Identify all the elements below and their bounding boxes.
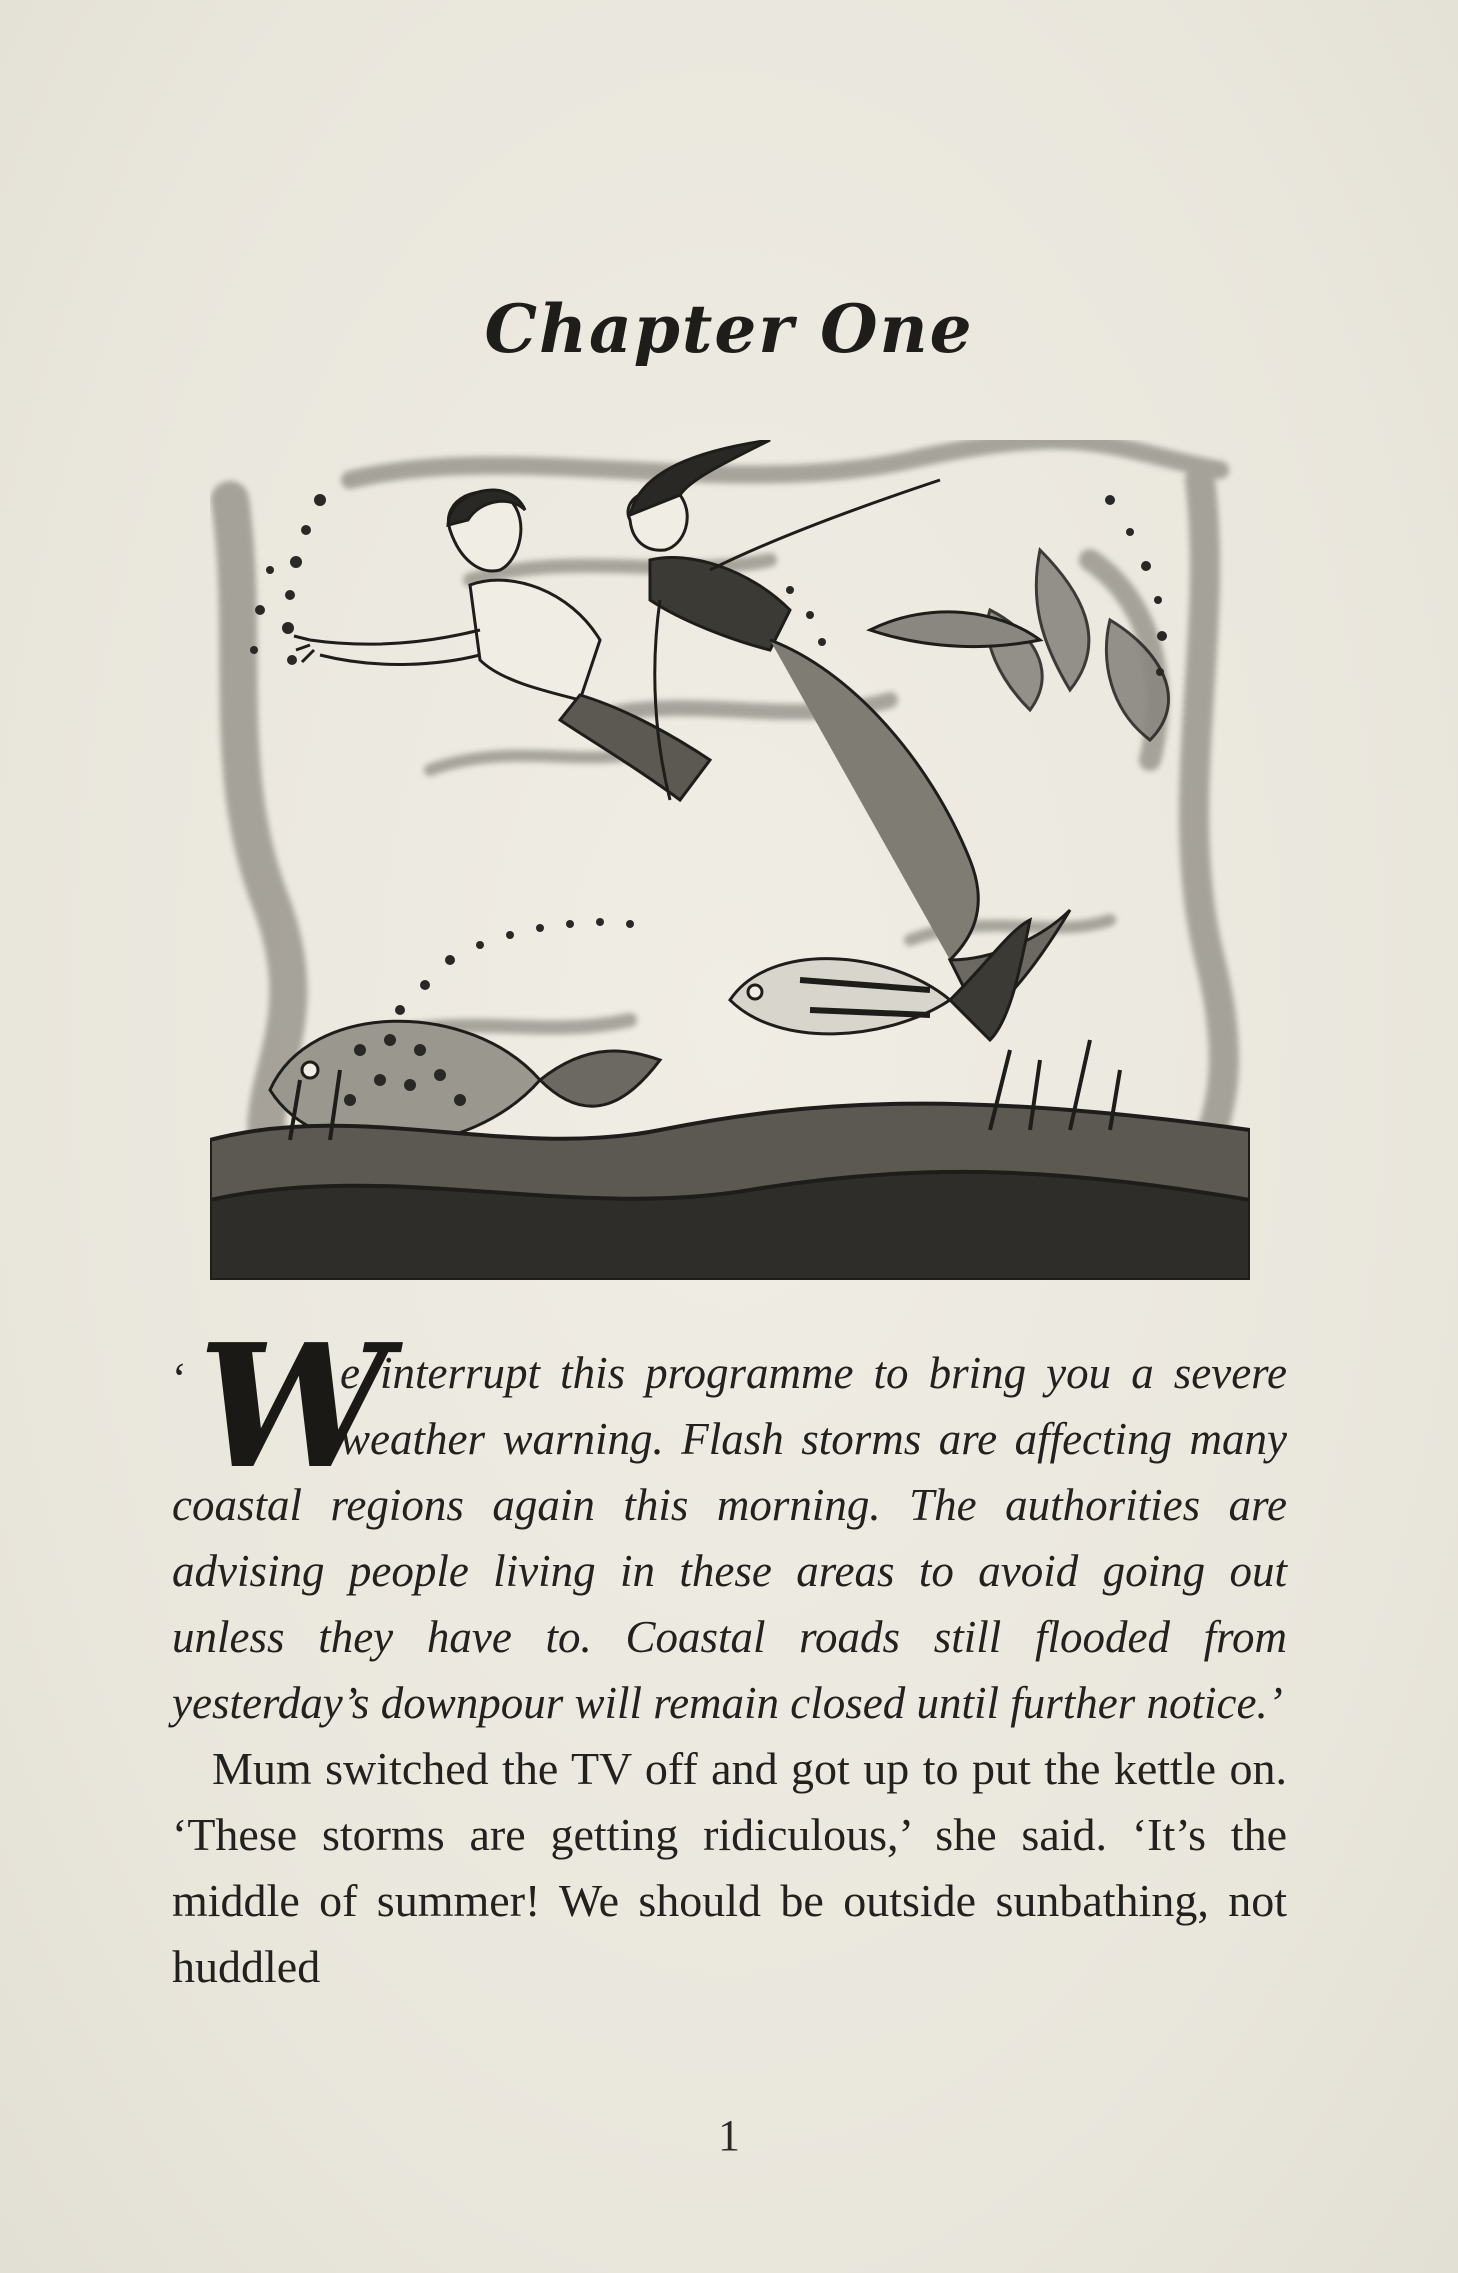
- fish-striped: [730, 920, 1030, 1040]
- mermaid-swimmer: [628, 440, 1070, 1020]
- opening-quote-mark: ‘: [172, 1354, 187, 1403]
- chapter-text: [172, 1307, 1287, 2000]
- opening-paragraph: [172, 1307, 1287, 1736]
- body-paragraph: Mum switched the TV off and got up to put the kettle on. ‘These storms are getting ridiculous,’ she said. ‘It’s the middle of summer! We should be outside sunbathing, not huddled: [172, 1743, 1287, 1992]
- drop-cap-letter: W: [198, 1307, 389, 1507]
- opening-text: e interrupt this programme to bring you a severe weather warning. Flash storms are affecting many coastal regions again this morning. The authorities are advising people living in these areas to avoid going out unless they have to. Coastal roads still flooded from yesterday’s downpour will remain closed until further notice.’: [172, 1348, 1287, 1728]
- chapter-title: Chapter One: [484, 290, 974, 368]
- page-number: 1: [718, 2111, 740, 2160]
- drop-cap-block: [172, 1307, 389, 1507]
- underwater-illustration: [210, 440, 1250, 1280]
